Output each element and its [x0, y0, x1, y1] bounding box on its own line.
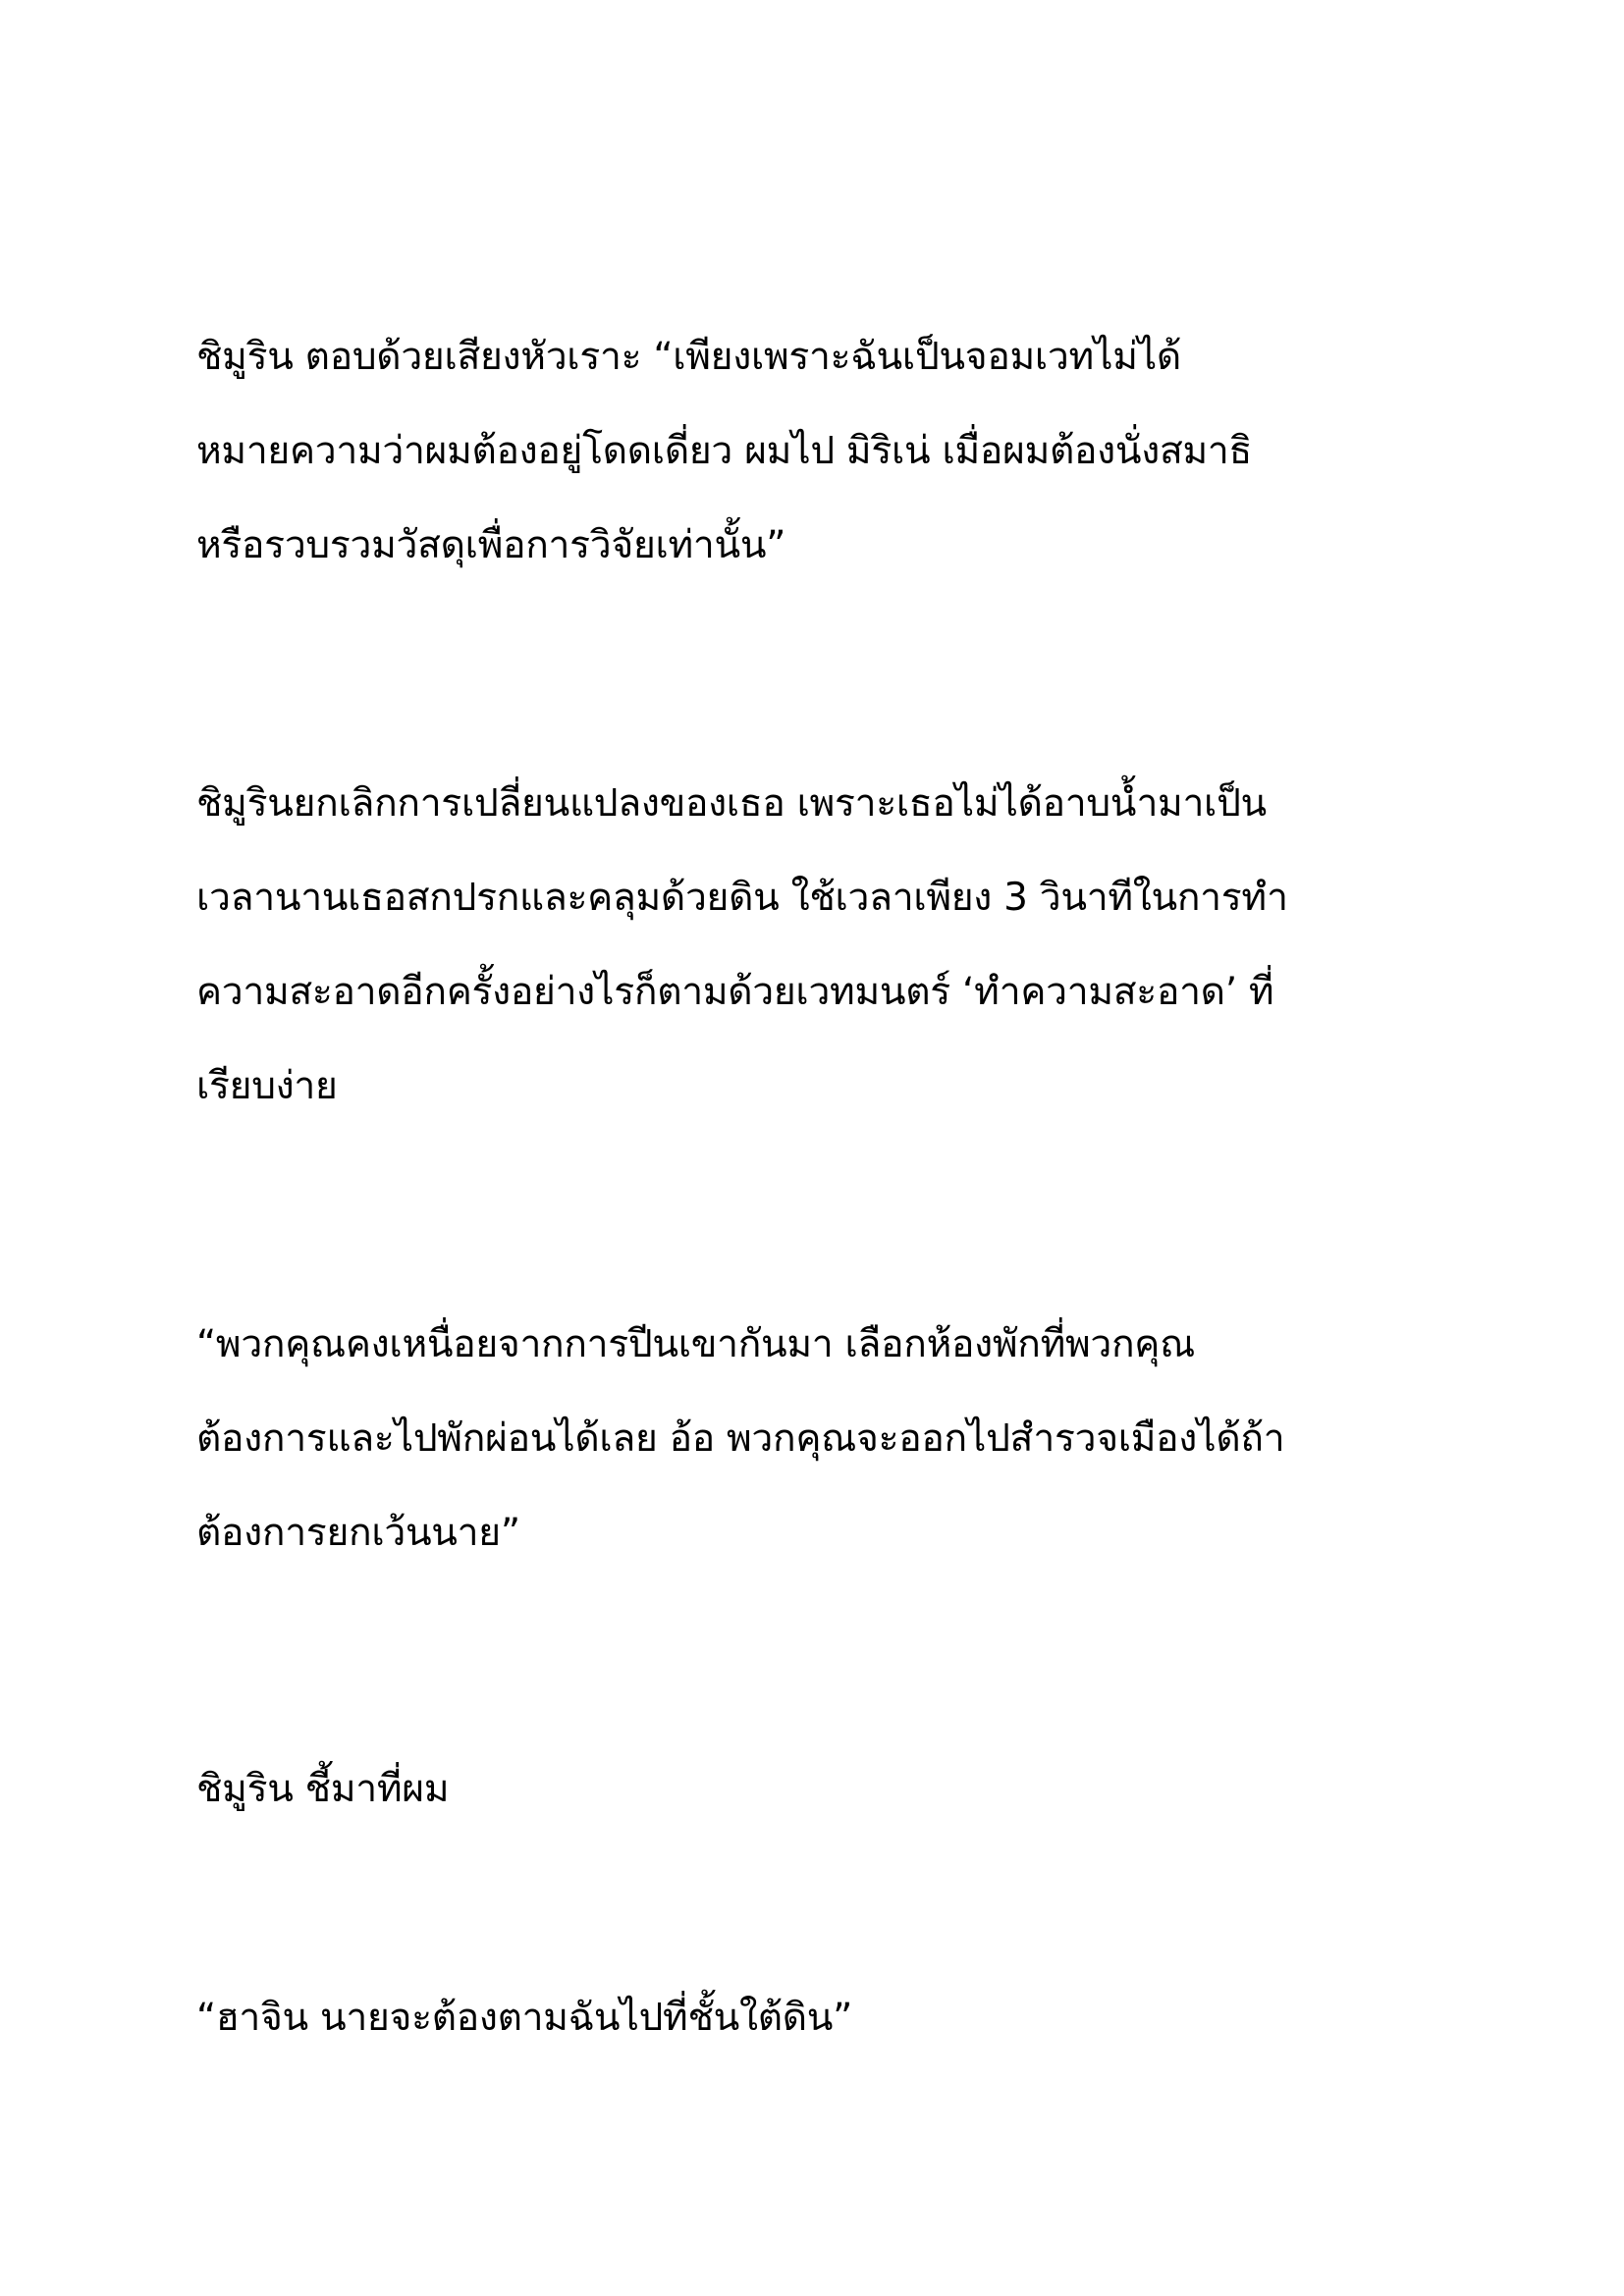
paragraph-3 — [196, 1298, 1414, 1580]
paragraph-5 — [196, 1971, 1414, 2065]
paragraph-4 — [196, 1742, 1414, 1837]
paragraph-line: เวลานานเธอสกปรกและคลุมด้วยดิน ใช้เวลาเพียง 3 วินาทีในการทำ — [196, 876, 1288, 920]
paragraph-line: ชิมูริน ชี้มาที่ผม — [196, 1767, 450, 1811]
paragraph-1 — [196, 310, 1414, 593]
paragraph-line: ชิมูรินยกเลิกการเปลี่ยนแปลงของเธอ เพราะเธอไม่ได้อาบน้ำมาเป็น — [196, 781, 1267, 826]
paragraph-line: ต้องการและไปพักผ่อนได้เลย อ้อ พวกคุณจะออกไปสำรวจเมืองได้ถ้า — [196, 1416, 1285, 1461]
paragraph-line: ต้องการยกเว้นนาย” — [196, 1511, 520, 1555]
paragraph-line: เรียบง่าย — [196, 1064, 338, 1108]
paragraph-line: หรือรวบรวมวัสดุเพื่อการวิจัยเท่านั้น” — [196, 523, 786, 567]
paragraph-line: ชิมูริน ตอบด้วยเสียงหัวเราะ “เพียงเพราะฉันเป็นจอมเวทไม่ได้ — [196, 335, 1181, 379]
paragraph-line: “ฮาจิน นายจะต้องตามฉันไปที่ชั้นใต้ดิน” — [196, 1996, 853, 2040]
paragraph-line: “พวกคุณคงเหนื่อยจากการปีนเขากันมา เลือกห้องพักที่พวกคุณ — [196, 1322, 1195, 1366]
paragraph-line: หมายความว่าผมต้องอยู่โดดเดี่ยว ผมไป มิริเน่ เมื่อผมต้องนั่งสมาธิ — [196, 429, 1252, 473]
paragraph-2 — [196, 757, 1414, 1134]
paragraph-line: ความสะอาดอีกครั้งอย่างไรก็ตามด้วยเวทมนตร์ ‘ทำความสะอาด’ ที่ — [196, 970, 1274, 1014]
